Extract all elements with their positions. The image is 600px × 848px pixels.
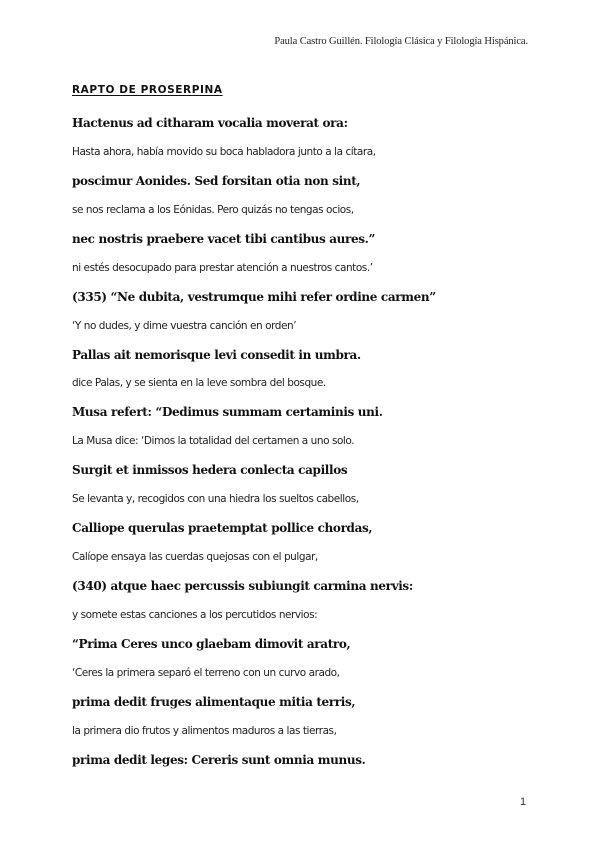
translation-line: Calíope ensaya las cuerdas quejosas con el pulgar, — [72, 551, 318, 564]
translation-line: ‘Ceres la primera separó el terreno con un curvo arado, — [72, 666, 340, 679]
translation-line: la primera dio frutos y alimentos maduros a las tierras, — [72, 724, 337, 737]
translation-line: dice Palas, y se sienta en la leve sombra del bosque. — [72, 377, 326, 390]
latin-verse-line: Surgit et inmissos hedera conlecta capillos — [72, 463, 348, 478]
translation-line: ni estés desocupado para prestar atención a nuestros cantos.’ — [72, 261, 373, 274]
latin-verse-line: Hactenus ad citharam vocalia moverat ora: — [72, 116, 348, 130]
section-title: RAPTO DE PROSERPINA — [72, 84, 223, 96]
latin-verse-line: prima dedit fruges alimentaque mitia terris, — [72, 694, 356, 709]
translation-line: y somete estas canciones a los percutidos nervios: — [72, 608, 318, 621]
latin-verse-line: prima dedit leges: Cereris sunt omnia munus. — [72, 752, 366, 767]
translation-line: ‘Y no dudes, y dime vuestra canción en orden’ — [72, 319, 297, 332]
latin-verse-line: Pallas ait nemorisque levi consedit in umbra. — [72, 347, 361, 362]
translation-line: Hasta ahora, había movido su boca habladora junto a la cítara, — [72, 145, 376, 158]
latin-verse-line: (335) “Ne dubita, vestrumque mihi refer ordine carmen” — [72, 289, 436, 304]
latin-verse-line: (340) atque haec percussis subiungit carmina nervis: — [72, 579, 413, 593]
page-number: 1 — [520, 796, 527, 808]
latin-verse-line: Musa refert: “Dedimus summam certaminis uni. — [72, 405, 383, 420]
latin-verse-line: “Prima Ceres unco glaebam dimovit aratro, — [72, 636, 351, 651]
latin-verse-line: poscimur Aonides. Sed forsitan otia non sint, — [72, 173, 361, 188]
latin-verse-line: nec nostris praebere vacet tibi cantibus aures.” — [72, 231, 376, 246]
translation-line: La Musa dice: ‘Dimos la totalidad del certamen a uno solo. — [72, 435, 355, 448]
latin-verse-line: Calliope querulas praetemptat pollice chordas, — [72, 521, 373, 536]
translation-line: se nos reclama a los Eónidas. Pero quizás no tengas ocios, — [72, 203, 354, 216]
verse-translation-list — [72, 114, 560, 780]
translation-line: Se levanta y, recogidos con una hiedra los sueltos cabellos, — [72, 493, 359, 506]
running-header: Paula Castro Guillén. Filología Clásica y Filología Hispánica. — [274, 36, 528, 47]
